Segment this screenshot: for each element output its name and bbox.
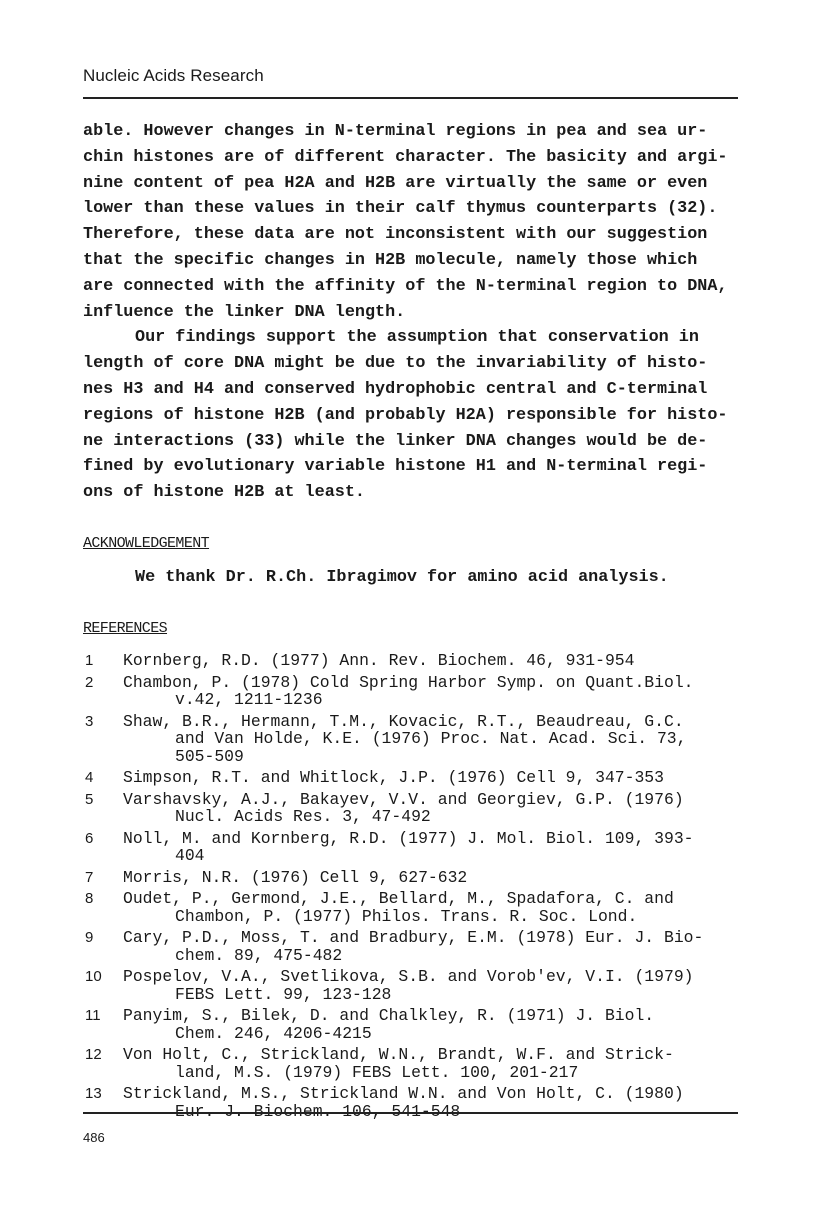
text-line: length of core DNA might be due to the invariability of histo-	[83, 354, 708, 374]
reference-line: Nucl. Acids Res. 3, 47-492	[175, 807, 431, 826]
text-line: regions of histone H2B (and probably H2A) responsible for histo-	[83, 405, 728, 425]
reference-number: 12	[85, 1046, 102, 1063]
reference-line: v.42, 1211-1236	[175, 690, 323, 709]
reference-line: Simpson, R.T. and Whitlock, J.P. (1976) Cell 9, 347-353	[123, 768, 664, 787]
reference-item	[83, 1046, 743, 1081]
reference-number: 13	[85, 1085, 102, 1102]
reference-item	[83, 769, 743, 787]
reference-line: chem. 89, 475-482	[175, 945, 343, 965]
reference-number: 10	[85, 968, 102, 985]
reference-item	[83, 1007, 743, 1042]
reference-line: Chambon, P. (1978) Cold Spring Harbor Symp. on Quant.Biol.	[123, 672, 694, 692]
references-list	[83, 652, 743, 1124]
reference-line: Panyim, S., Bilek, D. and Chalkley, R. (1971) J. Biol.	[123, 1006, 655, 1025]
reference-number: 1	[85, 652, 94, 669]
text-line: Therefore, these data are not inconsistent with our suggestion	[83, 225, 708, 245]
header-rule	[83, 97, 738, 99]
reference-line: Morris, N.R. (1976) Cell 9, 627-632	[123, 867, 468, 887]
text-line: ne interactions (33) while the linker DNA changes would be de-	[83, 431, 708, 451]
reference-item	[83, 674, 743, 709]
reference-number: 6	[85, 829, 94, 847]
reference-line: Shaw, B.R., Hermann, T.M., Kovacic, R.T., Beaudreau, G.C.	[123, 711, 684, 731]
reference-item	[83, 791, 743, 826]
references-heading: REFERENCES	[83, 620, 168, 637]
reference-number: 7	[85, 868, 94, 886]
reference-item	[83, 652, 743, 670]
text-line: nes H3 and H4 and conserved hydrophobic central and C-terminal	[83, 379, 708, 399]
reference-line: land, M.S. (1979) FEBS Lett. 100, 201-217	[175, 1062, 579, 1082]
text-line: influence the linker DNA length.	[83, 302, 406, 322]
reference-line: Oudet, P., Germond, J.E., Bellard, M., Spadafora, C. and	[123, 889, 674, 908]
reference-line: Chem. 246, 4206-4215	[175, 1023, 372, 1043]
paragraph-2	[83, 325, 753, 506]
acknowledgement-heading: ACKNOWLEDGEMENT	[83, 535, 210, 552]
page-number: 486	[83, 1130, 105, 1145]
text-line: lower than these values in their calf thymus counterparts (32).	[83, 199, 718, 219]
reference-line: and Van Holde, K.E. (1976) Proc. Nat. Acad. Sci. 73,	[175, 729, 687, 748]
journal-title: Nucleic Acids Research	[83, 66, 264, 85]
reference-line: Pospelov, V.A., Svetlikova, S.B. and Vorob'ev, V.I. (1979)	[123, 967, 694, 986]
reference-line: Eur. J. Biochem. 106, 541-548	[175, 1101, 461, 1121]
reference-item	[83, 968, 743, 1003]
reference-number: 8	[85, 890, 94, 907]
text-line: are connected with the affinity of the N-terminal region to DNA,	[83, 276, 728, 296]
reference-line: Varshavsky, A.J., Bakayev, V.V. and Georgiev, G.P. (1976)	[123, 789, 684, 809]
text-line: nine content of pea H2A and H2B are virtually the same or even	[83, 173, 708, 193]
reference-line: Kornberg, R.D. (1977) Ann. Rev. Biochem. 46, 931-954	[123, 651, 635, 670]
acknowledgement-text: We thank Dr. R.Ch. Ibragimov for amino acid analysis.	[135, 568, 669, 587]
reference-item	[83, 869, 743, 887]
reference-item	[83, 929, 743, 964]
paragraph-1	[83, 119, 753, 325]
reference-number: 11	[85, 1007, 101, 1024]
reference-number: 9	[85, 929, 94, 946]
reference-line: Strickland, M.S., Strickland W.N. and Von Holt, C. (1980)	[123, 1084, 684, 1103]
reference-line: 404	[175, 846, 205, 865]
reference-line: FEBS Lett. 99, 123-128	[175, 984, 392, 1004]
reference-line: Chambon, P. (1977) Philos. Trans. R. Soc. Lond.	[175, 906, 638, 926]
reference-line: Cary, P.D., Moss, T. and Bradbury, E.M. (1978) Eur. J. Bio-	[123, 928, 704, 947]
reference-line: 505-509	[175, 746, 244, 766]
reference-item	[83, 830, 743, 865]
reference-number: 2	[85, 673, 94, 691]
text-line: ons of histone H2B at least.	[83, 483, 365, 503]
reference-number: 4	[85, 769, 94, 786]
reference-line: Von Holt, C., Strickland, W.N., Brandt, W.F. and Strick-	[123, 1045, 674, 1064]
text-line: fined by evolutionary variable histone H1 and N-terminal regi-	[83, 457, 708, 477]
footer-rule	[83, 1112, 738, 1114]
text-line: that the specific changes in H2B molecule, namely those which	[83, 250, 698, 270]
reference-item	[83, 1085, 743, 1120]
reference-line: Noll, M. and Kornberg, R.D. (1977) J. Mol. Biol. 109, 393-	[123, 828, 694, 848]
text-line: able. However changes in N-terminal regions in pea and sea ur-	[83, 122, 708, 141]
text-line: chin histones are of different character. The basicity and argi-	[83, 147, 728, 167]
reference-item	[83, 713, 743, 766]
body-text	[83, 119, 753, 506]
text-line: Our findings support the assumption that conservation in	[135, 328, 699, 348]
reference-item	[83, 890, 743, 925]
reference-number: 3	[85, 712, 94, 730]
reference-number: 5	[85, 790, 94, 808]
